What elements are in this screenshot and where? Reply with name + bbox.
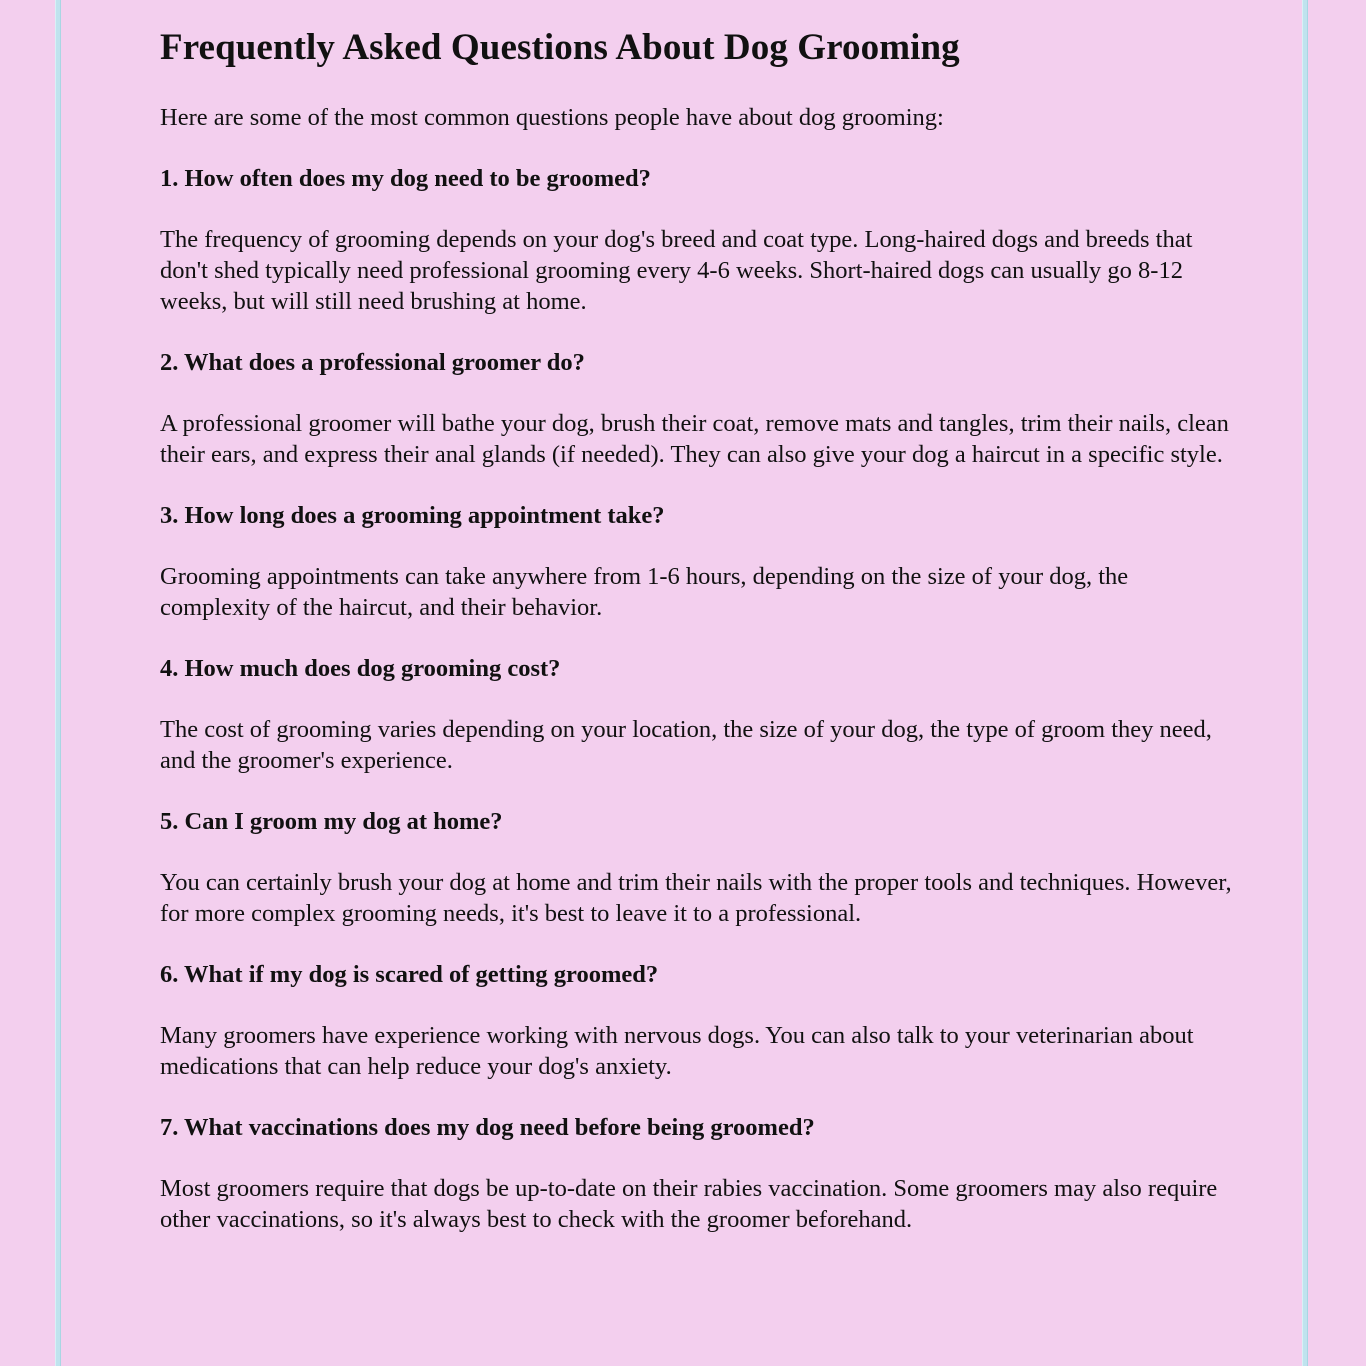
faq-question: 3. How long does a grooming appointment take? — [160, 502, 665, 529]
faq-item-2 — [160, 347, 1240, 470]
faq-question: 6. What if my dog is scared of getting groomed? — [160, 961, 659, 988]
faq-answer: Most groomers require that dogs be up-to-date on their rabies vaccination. Some groomers may also require other vaccinations, so it's always best to check with the groomer beforehand. — [160, 1175, 1218, 1233]
faq-question: 5. Can I groom my dog at home? — [160, 808, 503, 835]
faq-answer: The frequency of grooming depends on your dog's breed and coat type. Long-haired dogs and breeds that don't shed typically need professional grooming every 4-6 weeks. Short-haired dogs can usually go 8-12 weeks, but will still need brushing at home. — [160, 226, 1193, 315]
faq-question: 7. What vaccinations does my dog need before being groomed? — [160, 1114, 815, 1141]
faq-answer: A professional groomer will bathe your dog, brush their coat, remove mats and tangles, trim their nails, clean their ears, and express their anal glands (if needed). They can also give your dog a haircut in a specific style. — [160, 410, 1229, 468]
faq-item-1 — [160, 163, 1240, 317]
faq-answer: Many groomers have experience working with nervous dogs. You can also talk to your veterinarian about medications that can help reduce your dog's anxiety. — [160, 1022, 1194, 1080]
faq-question: 4. How much does dog grooming cost? — [160, 655, 561, 682]
faq-item-4 — [160, 653, 1240, 776]
document-content — [160, 24, 1240, 1265]
faq-item-5 — [160, 806, 1240, 929]
faq-item-3 — [160, 500, 1240, 623]
faq-answer: The cost of grooming varies depending on your location, the size of your dog, the type of groom they need, and the groomer's experience. — [160, 716, 1212, 774]
faq-item-7 — [160, 1112, 1240, 1235]
right-border-line — [1302, 0, 1308, 1366]
intro-paragraph: Here are some of the most common questions people have about dog grooming: — [160, 104, 944, 131]
left-border-line — [55, 0, 61, 1366]
faq-item-6 — [160, 959, 1240, 1082]
faq-answer: You can certainly brush your dog at home and trim their nails with the proper tools and techniques. However, for more complex grooming needs, it's best to leave it to a professional. — [160, 869, 1232, 927]
page-title: Frequently Asked Questions About Dog Grooming — [160, 27, 960, 68]
faq-question: 2. What does a professional groomer do? — [160, 349, 585, 376]
faq-question: 1. How often does my dog need to be groomed? — [160, 165, 651, 192]
faq-answer: Grooming appointments can take anywhere from 1-6 hours, depending on the size of your dog, the complexity of the haircut, and their behavior. — [160, 563, 1129, 621]
